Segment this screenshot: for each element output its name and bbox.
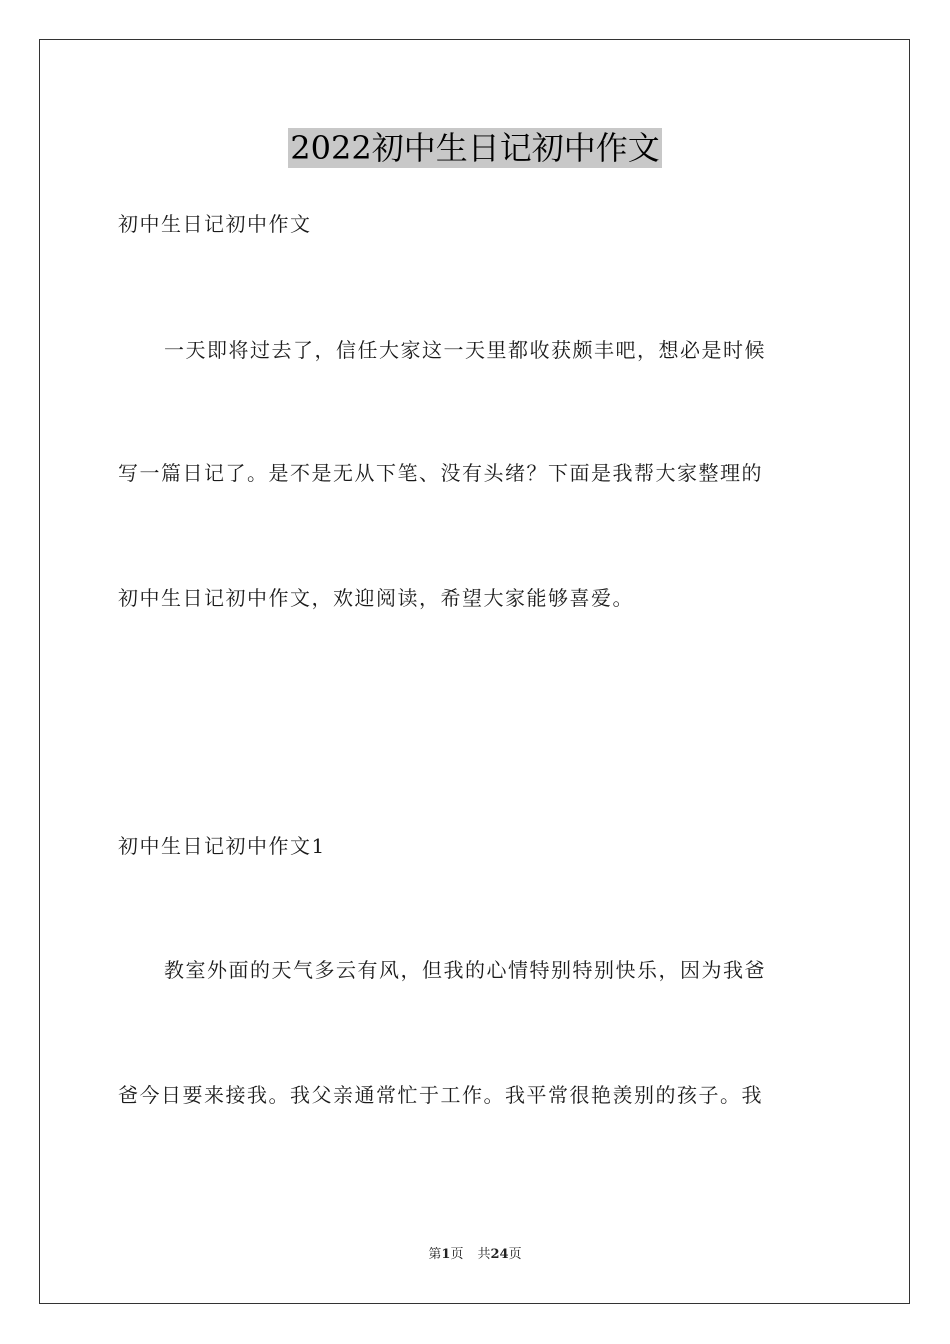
page-footer: [0, 1246, 950, 1264]
footer-page-suffix: 页: [450, 1247, 464, 1262]
footer-total-suffix: 页: [508, 1247, 522, 1262]
intro-line-1: 一天即将过去了，信任大家这一天里都收获颇丰吧，想必是时候: [164, 338, 766, 362]
footer-prefix: 第: [428, 1247, 442, 1262]
section-heading: 初中生日记初中作文1: [118, 834, 326, 858]
document-subtitle: 初中生日记初中作文: [118, 212, 312, 236]
footer-page-number: 1: [441, 1247, 451, 1262]
document-title: 2022初中生日记初中作文: [290, 129, 660, 167]
body-line-2: 爸今日要来接我。我父亲通常忙于工作。我平常很艳羡别的孩子。我: [118, 1083, 763, 1107]
title-container: [0, 128, 950, 168]
footer-total-pages: 24: [490, 1247, 509, 1262]
intro-line-2: 写一篇日记了。是不是无从下笔、没有头绪？下面是我帮大家整理的: [118, 461, 763, 485]
footer-total-prefix: 共: [477, 1247, 491, 1262]
body-line-1: 教室外面的天气多云有风，但我的心情特别特别快乐，因为我爸: [164, 958, 766, 982]
intro-line-3: 初中生日记初中作文，欢迎阅读，希望大家能够喜爱。: [118, 586, 634, 610]
